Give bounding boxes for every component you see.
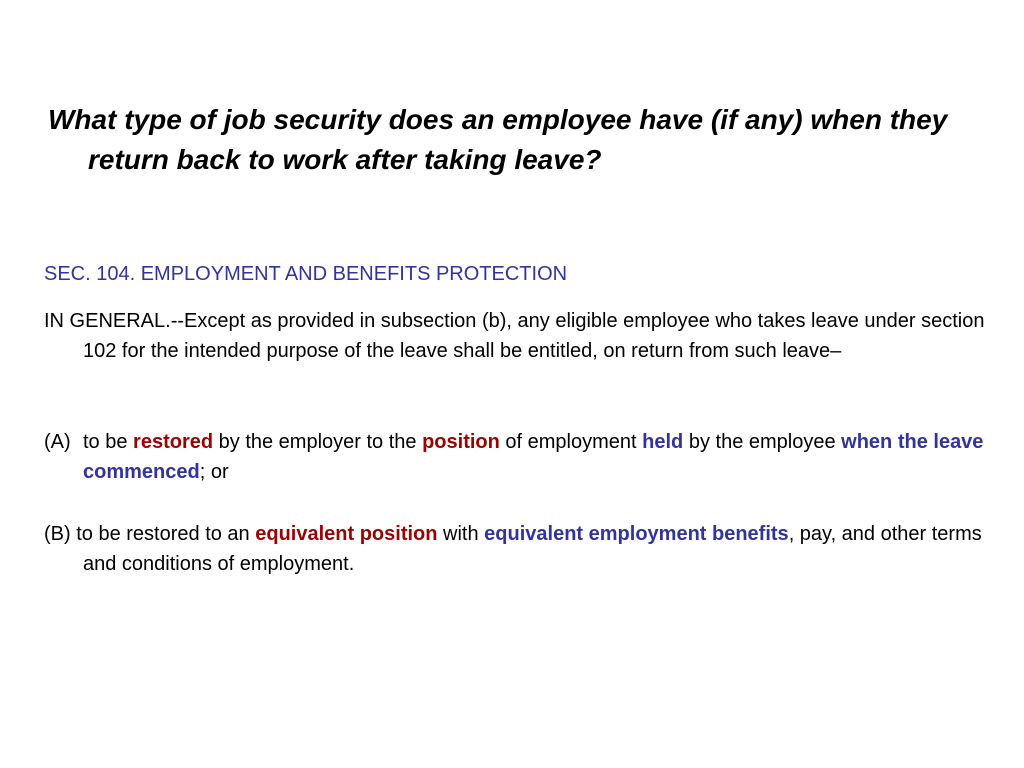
item-a-label: (A): [44, 431, 71, 453]
keyword-when-leave-commenced: when the leave commenced: [83, 431, 984, 483]
item-a-text: by the employer to the: [213, 431, 423, 453]
item-a-paragraph: [44, 427, 1013, 487]
general-paragraph: IN GENERAL.--Except as provided in subsection (b), any eligible employee who takes leave under section 102 for the intended purpose of the leave shall be entitled, on return from such leave–: [44, 310, 985, 362]
item-a-text: ; or: [199, 461, 229, 483]
keyword-position: position: [422, 431, 500, 453]
item-b-paragraph: [44, 519, 1013, 579]
item-b-label: (B): [44, 523, 71, 545]
section-heading: SEC. 104. EMPLOYMENT AND BENEFITS PROTECTION: [44, 263, 568, 285]
slide-title: What type of job security does an employee have (if any) when they return back to work after taking leave?: [48, 104, 948, 175]
item-a-text: of employment: [499, 431, 643, 453]
item-a-text: to be: [83, 431, 134, 453]
keyword-equivalent-employment-benefits: equivalent employment benefits: [484, 523, 789, 545]
item-b-text: to be restored to an: [70, 523, 256, 545]
item-b-text: , pay, and other terms and conditions of employment.: [83, 523, 982, 575]
keyword-equivalent-position: equivalent position: [255, 523, 438, 545]
keyword-held: held: [642, 431, 684, 453]
item-b-text: with: [437, 523, 485, 545]
keyword-restored: restored: [133, 431, 214, 453]
item-a-text: by the employee: [683, 431, 842, 453]
